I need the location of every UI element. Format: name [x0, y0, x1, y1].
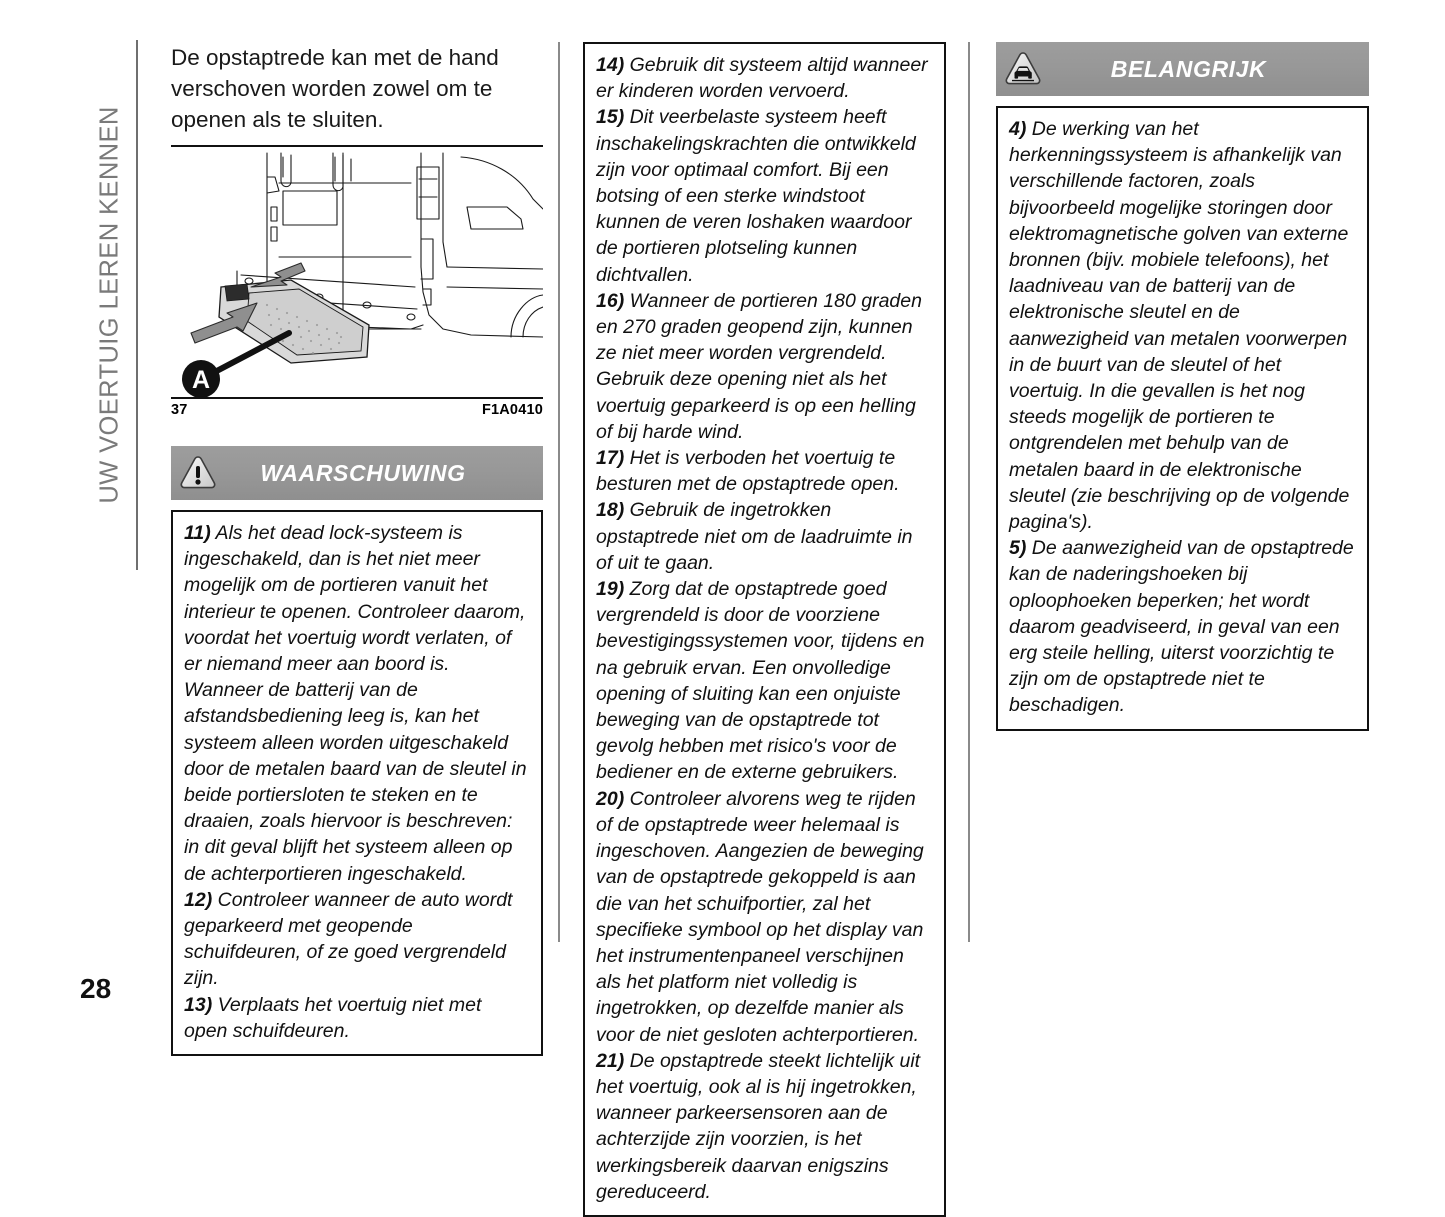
warning-item-text: Het is verboden het voertuig te besturen met de opstaptrede open.	[596, 447, 900, 496]
right-column	[996, 42, 1369, 731]
warning-header	[171, 446, 543, 500]
chapter-tab	[82, 40, 138, 570]
figure-caption	[171, 399, 543, 418]
warning-item-text: Als het dead lock-systeem is ingeschakeld, dan is het niet meer mogelijk om de portieren vanuit het interieur te openen. Controleer daarom, voordat het voertuig wordt verlaten, of er niemand meer aan boord is. Wanneer de batterij van de afstandsbediening leeg is, kan het systeem alleen worden uitgeschakeld door de metalen baard van de sleutel in beide portiersloten te steken en te draaien, zoals hiervoor is beschreven: in dit geval blijft het systeem alleen op de achterportieren ingeschakeld.	[184, 522, 527, 885]
warning-title: WAARSCHUWING	[260, 459, 466, 486]
middle-column	[583, 42, 946, 1217]
column-separator-2	[968, 42, 970, 942]
chapter-tab-rule	[136, 40, 138, 570]
figure-number: 37	[171, 402, 188, 418]
warning-item-text: De opstaptrede steekt lichtelijk uit het voertuig, ook al is hij ingetrokken, wanneer parkeersensoren aan de achterzijde zijn voorzien, is het werkingsbereik daarvan enigszins gereduceerd.	[596, 1049, 921, 1203]
callout-bullet-label: A	[191, 366, 211, 394]
warning-item-number: 20)	[596, 787, 625, 810]
column-separator-1	[558, 42, 560, 942]
warning-item-text: Gebruik de ingetrokken opstaptrede niet om de laadruimte in of uit te gaan.	[596, 499, 913, 574]
warning-triangle-icon	[171, 446, 225, 500]
warning-item-number: 11)	[184, 522, 211, 544]
important-item-text: De werking van het herkenningssysteem is afhankelijk van verschillende factoren, zoals bijvoorbeeld mogelijke storingen door elektromagnetische golven van externe bronnen (bijv. mobiele telefoons), het laadniveau van de batterij van de elektronische sleutel en de aanwezigheid van metalen voorwerpen in de buurt van de sleutel of het voertuig. In die gevallen is het nog steeds mogelijk de portieren te ontgrendelen met behulp van de metalen baard in de elektronische sleutel (zie beschrijving op de volgende pagina's).	[1009, 118, 1350, 534]
warning-item-number: 17)	[596, 447, 625, 470]
warning-item-text: Controleer wanneer de auto wordt geparkeerd met geopende schuifdeuren, of ze goed vergrendeld zijn.	[184, 888, 513, 990]
left-column	[171, 42, 543, 1056]
important-header	[996, 42, 1369, 96]
important-item-text: De aanwezigheid van de opstaptrede kan de naderingshoeken bij oploophoeken beperken; het wordt daarom geadviseerd, in geval van een erg steile helling, uiterst voorzichtig te zijn om de opstaptrede niet te beschadigen.	[1009, 537, 1354, 717]
warning-item-text: Dit veerbelaste systeem heeft inschakelingskrachten die ontwikkeld zijn voor optimaal comfort. Bij een botsing of een sterke windstoot kunnen de veren loshaken waardoor de portieren plotseling kunnen dichtvallen.	[596, 106, 916, 286]
warning-item	[596, 1048, 933, 1205]
important-item-number: 4)	[1009, 118, 1027, 140]
warning-item	[596, 288, 933, 445]
figure-37	[171, 145, 543, 418]
vehicle-rear-step-drawing	[171, 147, 543, 397]
warning-item	[596, 445, 933, 497]
warning-item	[596, 104, 933, 287]
warning-item-text: Gebruik dit systeem altijd wanneer er kinderen worden vervoerd.	[596, 54, 928, 103]
figure-code: F1A0410	[481, 402, 543, 418]
warning-item-number: 14)	[596, 54, 625, 76]
important-item	[1009, 535, 1356, 718]
warning-item	[596, 52, 933, 104]
chapter-tab-label: UW VOERTUIG LEREN KENNEN	[95, 106, 124, 504]
warning-body	[171, 510, 543, 1056]
warning-item-text: Zorg dat de opstaptrede goed vergrendeld is door de voorziene bevestigingssystemen voor, tijdens en na gebruik ervan. Een onvolledige opening of sluiting kan een onjuiste beweging van de opstaptrede tot gevolg hebben met risico's voor de bediener en de externe gebruikers.	[596, 578, 925, 784]
figure-illustration	[171, 147, 543, 397]
warning-item-text: Wanneer de portieren 180 graden en 270 graden geopend zijn, kunnen ze niet meer worden vergrendeld. Gebruik deze opening niet als het voertuig geparkeerd is op een helling of bij harde wind.	[596, 289, 922, 443]
warning-item-number: 12)	[184, 888, 213, 911]
warning-item-number: 15)	[596, 106, 625, 129]
intro-paragraph: De opstaptrede kan met de hand verschoven worden zowel om te openen als te sluiten.	[171, 45, 499, 132]
page-number: 28	[80, 973, 112, 1004]
warning-item	[596, 497, 933, 576]
warning-item-number: 19)	[596, 578, 625, 601]
important-title: BELANGRIJK	[1110, 55, 1267, 82]
important-item	[1009, 116, 1356, 535]
warning-item	[184, 887, 530, 992]
warning-item-number: 21)	[596, 1049, 625, 1072]
warning-item	[184, 520, 530, 887]
important-body	[996, 106, 1369, 731]
warning-item	[596, 576, 933, 786]
warning-item-text: Controleer alvorens weg te rijden of de opstaptrede weer helemaal is ingeschoven. Aangezien de beweging van de opstaptrede gekoppeld is aan die van het schuifportier, zal het specifieke symbool op het display van het instrumentenpaneel verschijnen als het platform niet volledig is ingetrokken, op dezelfde manier als voor de niet gesloten achterportieren.	[596, 787, 924, 1046]
important-item-number: 5)	[1009, 537, 1027, 560]
warning-item-number: 18)	[596, 499, 625, 522]
warning-item-number: 13)	[184, 993, 213, 1016]
warning-continuation-body	[583, 42, 946, 1217]
warning-item-number: 16)	[596, 289, 625, 312]
warning-item	[596, 786, 933, 1048]
warning-item-text: Verplaats het voertuig niet met open schuifdeuren.	[184, 993, 482, 1042]
car-warning-triangle-icon	[996, 42, 1050, 96]
